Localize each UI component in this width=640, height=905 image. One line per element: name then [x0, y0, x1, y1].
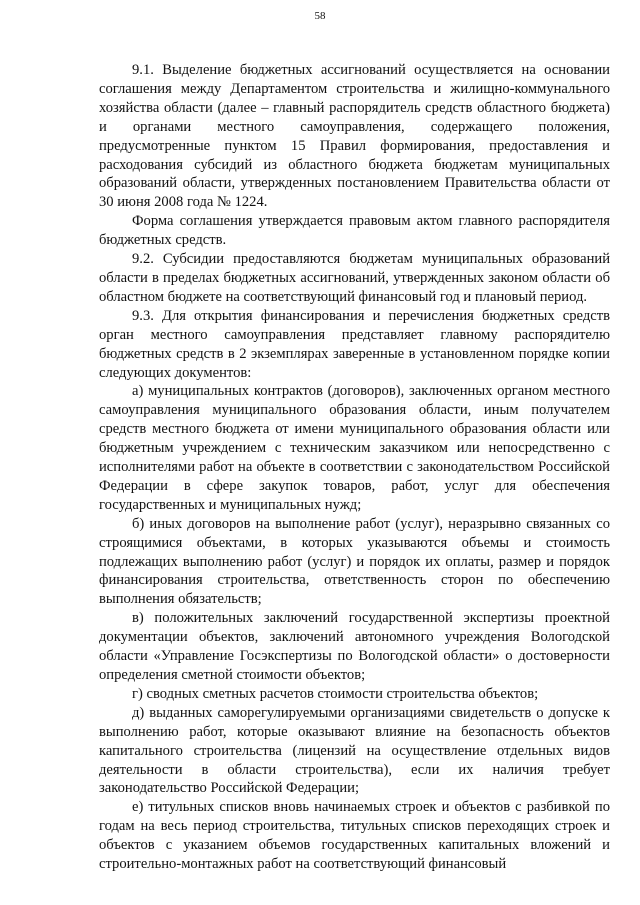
list-item-e: е) титульных списков вновь начинаемых строек и объектов с разбивкой по годам на весь период строительства, титульных списков переходящих строек и объектов с указанием объемов государственных капитальных вложений и строительно-монтажных работ на соответствующий финансовый: [99, 799, 610, 873]
list-item-d: д) выданных саморегулируемыми организациями свидетельств о допуске к выполнению работ, которые оказывают влияние на безопасность объектов капитального строительства (лицензий на осуществление отдельных видов деятельности в области строительства), если их наличия требует законодательство Российской Федерации;: [99, 704, 610, 797]
list-item-g: г) сводных сметных расчетов стоимости строительства объектов;: [132, 685, 539, 702]
paragraph-9-2: 9.2. Субсидии предоставляются бюджетам муниципальных образований области в пределах бюджетных ассигнований, утвержденных законом области об областном бюджете на соответствующий финансовый год и плановый период.: [99, 251, 610, 305]
page-number: 58: [314, 10, 326, 22]
document-body: [99, 61, 610, 874]
paragraph-9-1: 9.1. Выделение бюджетных ассигнований осуществляется на основании соглашения между Департаментом строительства и жилищно-коммунального хозяйства области (далее – главный распорядитель средств областного бюджета) и органами местного самоуправления, содержащего положения, предусмотренные пунктом 15 Правил формирования, предоставления и расходования субсидий из областного бюджета бюджетам муниципальных образований области, утвержденных постановлением Правительства области от 30 июня 2008 года № 1224.: [99, 62, 610, 211]
paragraph-9-3: 9.3. Для открытия финансирования и перечисления бюджетных средств орган местного самоуправления представляет главному распорядителю бюджетных средств в 2 экземплярах заверенные в установленном порядке копии следующих документов:: [99, 307, 610, 381]
list-item-a: а) муниципальных контрактов (договоров), заключенных органом местного самоуправления муниципального образования области, иным получателем средств местного бюджета от имени муниципального образования области или бюджетным учреждением с техническим заказчиком или непосредственно с исполнителями работ на объекте в соответствии с законодательством Российской Федерации в сфере закупок товаров, работ, услуг для обеспечения государственных и муниципальных нужд;: [99, 383, 610, 513]
list-item-b: б) иных договоров на выполнение работ (услуг), неразрывно связанных со строящимися объектами, в которых указываются объемы и стоимость подлежащих выполнению работ (услуг) и порядок их оплаты, размер и порядок финансирования строительства, ответственность сторон по обеспечению выполнения обязательств;: [99, 515, 610, 608]
list-item-v: в) положительных заключений государственной экспертизы проектной документации объектов, заключений автономного учреждения Вологодской области «Управление Госэкспертизы по Вологодской области» о достоверности определения сметной стоимости объектов;: [99, 610, 610, 683]
paragraph-form-of-agreement: Форма соглашения утверждается правовым актом главного распорядителя бюджетных средств.: [99, 213, 610, 249]
